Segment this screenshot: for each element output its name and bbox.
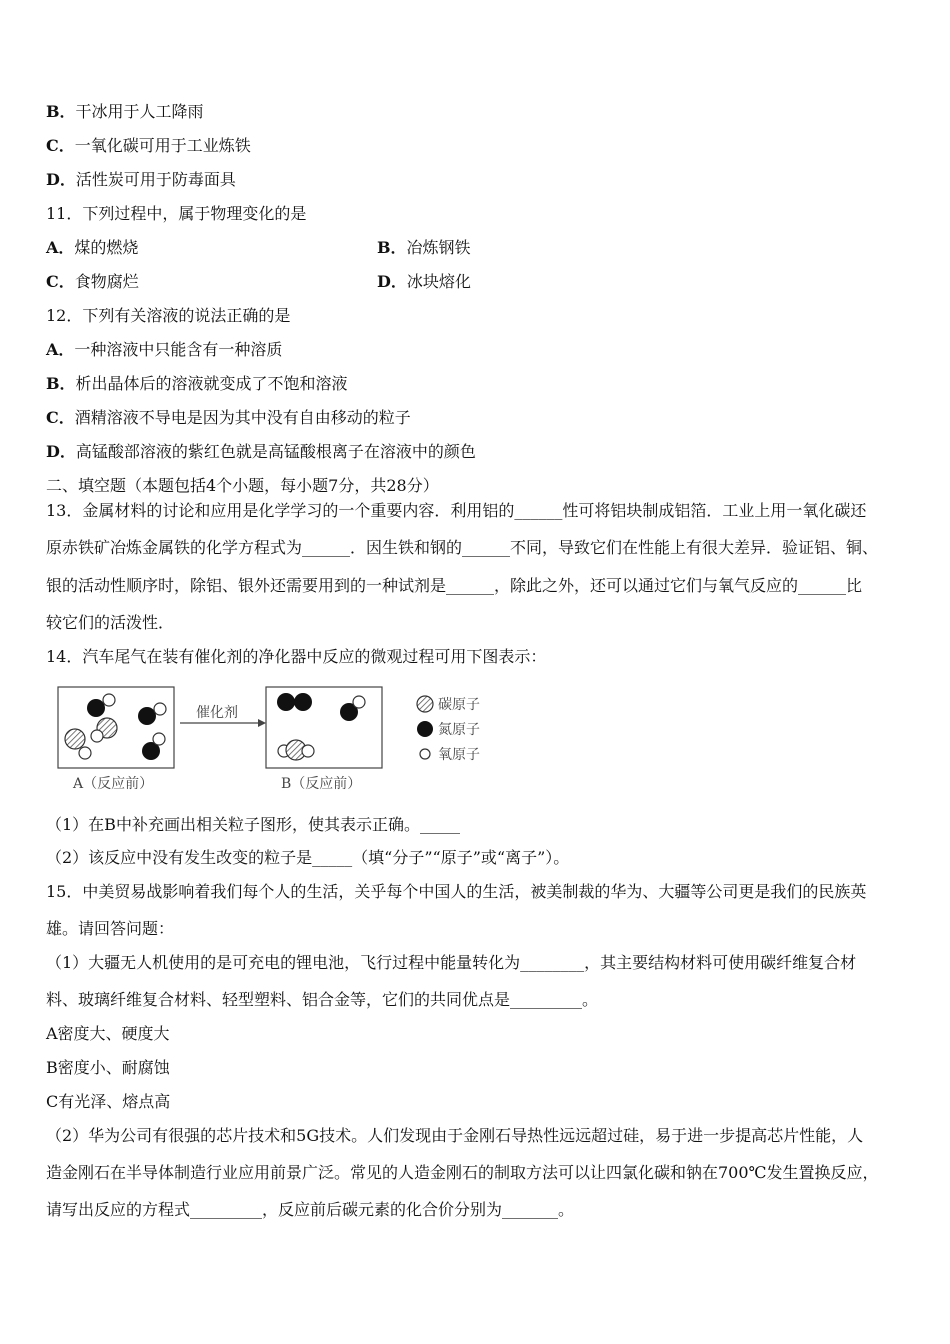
q13-line-2: 原赤铁矿冶炼金属铁的化学方程式为______．因生铁和钢的______不同，导致它们在性能上有很大差异．验证铝、铜、 bbox=[46, 538, 879, 557]
oxygen-atom bbox=[353, 696, 365, 708]
option-label: C． bbox=[46, 408, 75, 427]
option-text: 活性炭可用于防毒面具 bbox=[75, 170, 236, 189]
option-label: D． bbox=[46, 170, 76, 189]
nitrogen-atom bbox=[87, 699, 105, 717]
q15-part-2-line-3: 请写出反应的方程式_________，反应前后碳元素的化合价分别为_______。 bbox=[46, 1200, 575, 1219]
arrow-head bbox=[258, 719, 266, 727]
section-title: 二、填空题（本题包括4个小题，每小题7分，共28分） bbox=[46, 476, 439, 495]
option-text: 冶炼钢铁 bbox=[406, 238, 471, 257]
option-text: 干冰用于人工降雨 bbox=[75, 102, 204, 121]
legend bbox=[417, 696, 480, 763]
option-label: B． bbox=[377, 238, 407, 257]
q11-stem: 11．下列过程中，属于物理变化的是 bbox=[46, 204, 307, 223]
legend-nitrogen: 氮原子 bbox=[438, 722, 480, 738]
box-a-molecules bbox=[65, 694, 166, 760]
q11-option-d bbox=[377, 272, 471, 292]
oxygen-atom bbox=[103, 694, 115, 706]
q15-part-1-line-1: （1）大疆无人机使用的是可充电的锂电池，飞行过程中能量转化为________，其主要结构材料可使用碳纤维复合材 bbox=[46, 953, 857, 972]
q13-line-4: 较它们的活泼性． bbox=[46, 613, 175, 632]
q12-stem: 12．下列有关溶液的说法正确的是 bbox=[46, 306, 291, 325]
nitrogen-atom bbox=[138, 707, 156, 725]
box-b-caption: B（反应前） bbox=[281, 776, 362, 792]
option-label: C． bbox=[46, 136, 75, 155]
q12-option-a bbox=[46, 340, 282, 360]
legend-oxygen: 氧原子 bbox=[438, 747, 480, 763]
carbon-legend-icon bbox=[417, 696, 433, 712]
q15-part-2-line-1: （2）华为公司有很强的芯片技术和5G技术。人们发现由于金刚石导热性远远超过硅，易于进一步提高芯片性能，人 bbox=[46, 1126, 864, 1145]
q10-option-c bbox=[46, 136, 251, 156]
oxygen-legend-icon bbox=[420, 749, 430, 759]
q14-part-2: （2）该反应中没有发生改变的粒子是_____（填“分子”“原子”或“离子”）。 bbox=[46, 848, 570, 867]
q14-part-1: （1）在B中补充画出相关粒子图形，使其表示正确。_____ bbox=[46, 815, 460, 834]
q15-option-a: A密度大、硬度大 bbox=[46, 1024, 170, 1043]
option-label: C． bbox=[46, 272, 75, 291]
q11-option-c bbox=[46, 272, 139, 292]
option-text: 一种溶液中只能含有一种溶质 bbox=[74, 340, 283, 359]
option-text: 高锰酸部溶液的紫红色就是高锰酸根离子在溶液中的颜色 bbox=[75, 442, 476, 461]
q12-option-d bbox=[46, 442, 476, 462]
oxygen-atom bbox=[153, 733, 165, 745]
nitrogen-atom bbox=[294, 693, 312, 711]
box-b-molecules bbox=[277, 693, 365, 760]
option-text: 析出晶体后的溶液就变成了不饱和溶液 bbox=[75, 374, 348, 393]
catalyst-label: 催化剂 bbox=[196, 705, 238, 721]
q12-option-b bbox=[46, 374, 348, 394]
option-label: B． bbox=[46, 374, 76, 393]
q11-option-a bbox=[46, 238, 138, 258]
oxygen-atom bbox=[91, 730, 103, 742]
q15-part-1-line-2: 料、玻璃纤维复合材料、轻型塑料、铝合金等，它们的共同优点是_________。 bbox=[46, 990, 599, 1009]
option-text: 酒精溶液不导电是因为其中没有自由移动的粒子 bbox=[74, 408, 411, 427]
legend-carbon: 碳原子 bbox=[438, 697, 480, 713]
q13-line-1: 13．金属材料的讨论和应用是化学学习的一个重要内容．利用铝的______性可将铝块制成铝箔．工业上用一氧化碳还 bbox=[46, 501, 867, 520]
q13-line-3: 银的活动性顺序时，除铝、银外还需要用到的一种试剂是______，除此之外，还可以通过它们与氧气反应的______比 bbox=[46, 576, 863, 595]
oxygen-atom bbox=[79, 747, 91, 759]
oxygen-atom bbox=[302, 745, 314, 757]
q12-option-c bbox=[46, 408, 411, 428]
q10-option-b bbox=[46, 102, 204, 122]
option-text: 冰块熔化 bbox=[406, 272, 471, 291]
option-label: D． bbox=[377, 272, 407, 291]
q11-option-b bbox=[377, 238, 471, 258]
box-a-caption: A（反应前） bbox=[73, 776, 154, 792]
q15-part-2-line-2: 造金刚石在半导体制造行业应用前景广泛。常见的人造金刚石的制取方法可以让四氯化碳和钠在700℃发生置换反应， bbox=[46, 1163, 879, 1182]
option-label: B． bbox=[46, 102, 76, 121]
nitrogen-legend-icon bbox=[417, 721, 433, 737]
q14-stem: 14．汽车尾气在装有催化剂的净化器中反应的微观过程可用下图表示： bbox=[46, 647, 547, 666]
oxygen-atom bbox=[154, 703, 166, 715]
option-text: 一氧化碳可用于工业炼铁 bbox=[74, 136, 251, 155]
q15-line-1: 15．中美贸易战影响着我们每个人的生活，关乎每个中国人的生活，被美制裁的华为、大疆等公司更是我们的民族英 bbox=[46, 882, 867, 901]
q15-option-b: B密度小、耐腐蚀 bbox=[46, 1058, 170, 1077]
option-label: A． bbox=[46, 340, 75, 359]
option-label: D． bbox=[46, 442, 76, 461]
carbon-atom bbox=[65, 729, 85, 749]
option-label: A． bbox=[46, 238, 75, 257]
option-text: 煤的燃烧 bbox=[74, 238, 139, 257]
option-text: 食物腐烂 bbox=[74, 272, 139, 291]
q10-option-d bbox=[46, 170, 236, 190]
nitrogen-atom bbox=[277, 693, 295, 711]
reaction-diagram bbox=[55, 683, 505, 798]
q15-line-2: 雄。请回答问题： bbox=[46, 919, 175, 938]
q15-option-c: C有光泽、熔点高 bbox=[46, 1092, 171, 1111]
